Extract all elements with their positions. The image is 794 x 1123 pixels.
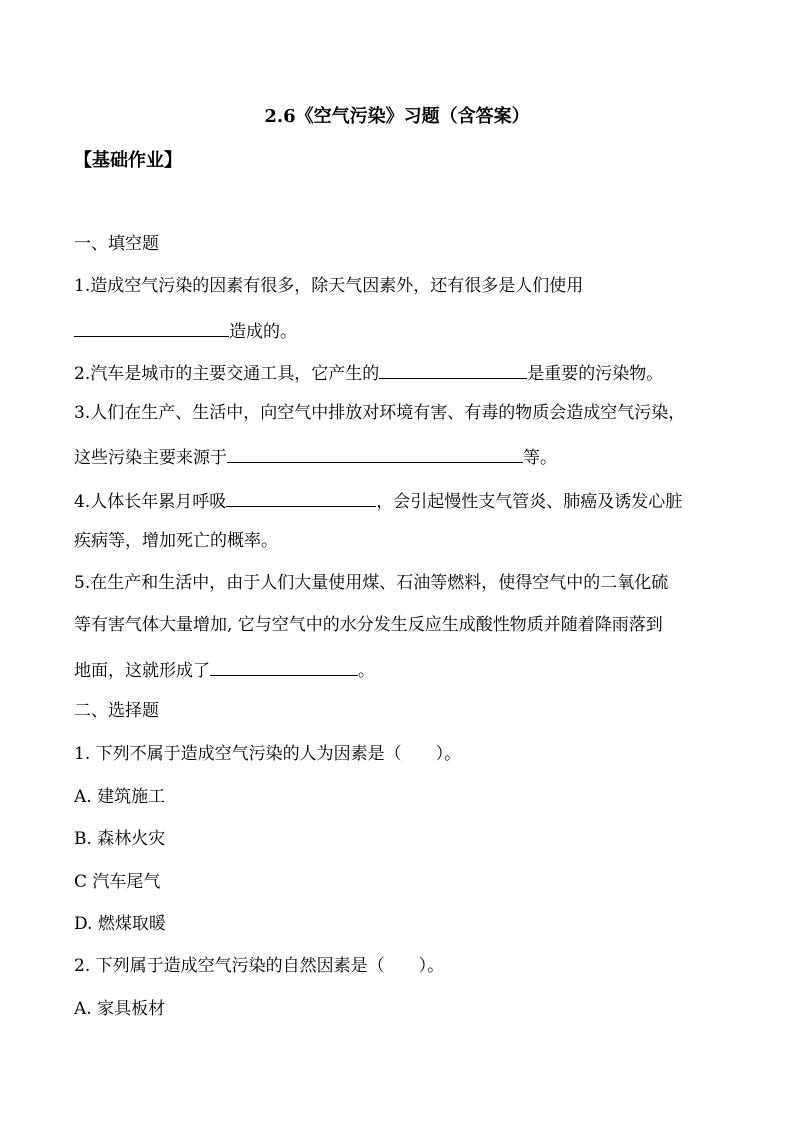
q1-line2 [74,318,297,343]
mc-q1-stem: 1. 下列不属于造成空气污染的人为因素是（ ）。 [74,744,462,764]
answer-blank[interactable] [379,360,527,379]
answer-blank[interactable] [227,444,523,463]
q2-before-blank: 2.汽车是城市的主要交通工具，它产生的 [74,364,380,384]
mc-q1-option-c: C 汽车尾气 [74,872,161,892]
q1-after-blank: 造成的。 [229,322,297,342]
answer-blank[interactable] [74,318,229,337]
page-title: 2.6《空气污染》习题（含答案） [264,106,530,127]
q5-line3 [74,657,375,682]
mc-q1-option-a: A. 建筑施工 [74,787,166,807]
q3-line1: 3.人们在生产、生活中，向空气中排放对环境有害、有毒的物质会造成空气污染， [74,403,686,423]
part2-heading: 二、选择题 [74,701,159,721]
q2-after-blank: 是重要的污染物。 [527,364,664,384]
q4-line1 [74,488,682,513]
q5-before-blank: 地面，这就形成了 [74,661,210,681]
q5-line1: 5.在生产和生活中，由于人们大量使用煤、石油等燃料，使得空气中的二氧化硫 [74,573,669,593]
answer-blank[interactable] [226,488,376,507]
mc-q2-stem: 2. 下列属于造成空气污染的自然因素是（ ）。 [74,956,445,976]
answer-blank[interactable] [210,657,358,676]
q3-after-blank: 等。 [523,448,557,468]
q2-line [74,360,663,385]
q1-line1: 1.造成空气污染的因素有很多，除天气因素外，还有很多是人们使用 [74,276,584,296]
q4-line2: 疾病等，增加死亡的概率。 [74,531,278,551]
q5-after-blank: 。 [358,661,375,681]
mc-q1-option-b: B. 森林火灾 [74,829,166,849]
mc-q1-option-d: D. 燃煤取暖 [74,914,166,934]
mc-q2-option-a: A. 家具板材 [74,999,166,1019]
q5-line2: 等有害气体大量增加, 它与空气中的水分发生反应生成酸性物质并随着降雨落到 [74,615,663,635]
q4-before-blank: 4.人体长年累月呼吸 [74,492,227,512]
q3-before-blank: 这些污染主要来源于 [74,448,227,468]
q4-after-blank: ，会引起慢性支气管炎、肺癌及诱发心脏 [376,492,683,512]
q3-line2 [74,444,557,469]
part1-heading: 一、填空题 [74,234,159,254]
section-header: 【基础作业】 [74,150,182,171]
